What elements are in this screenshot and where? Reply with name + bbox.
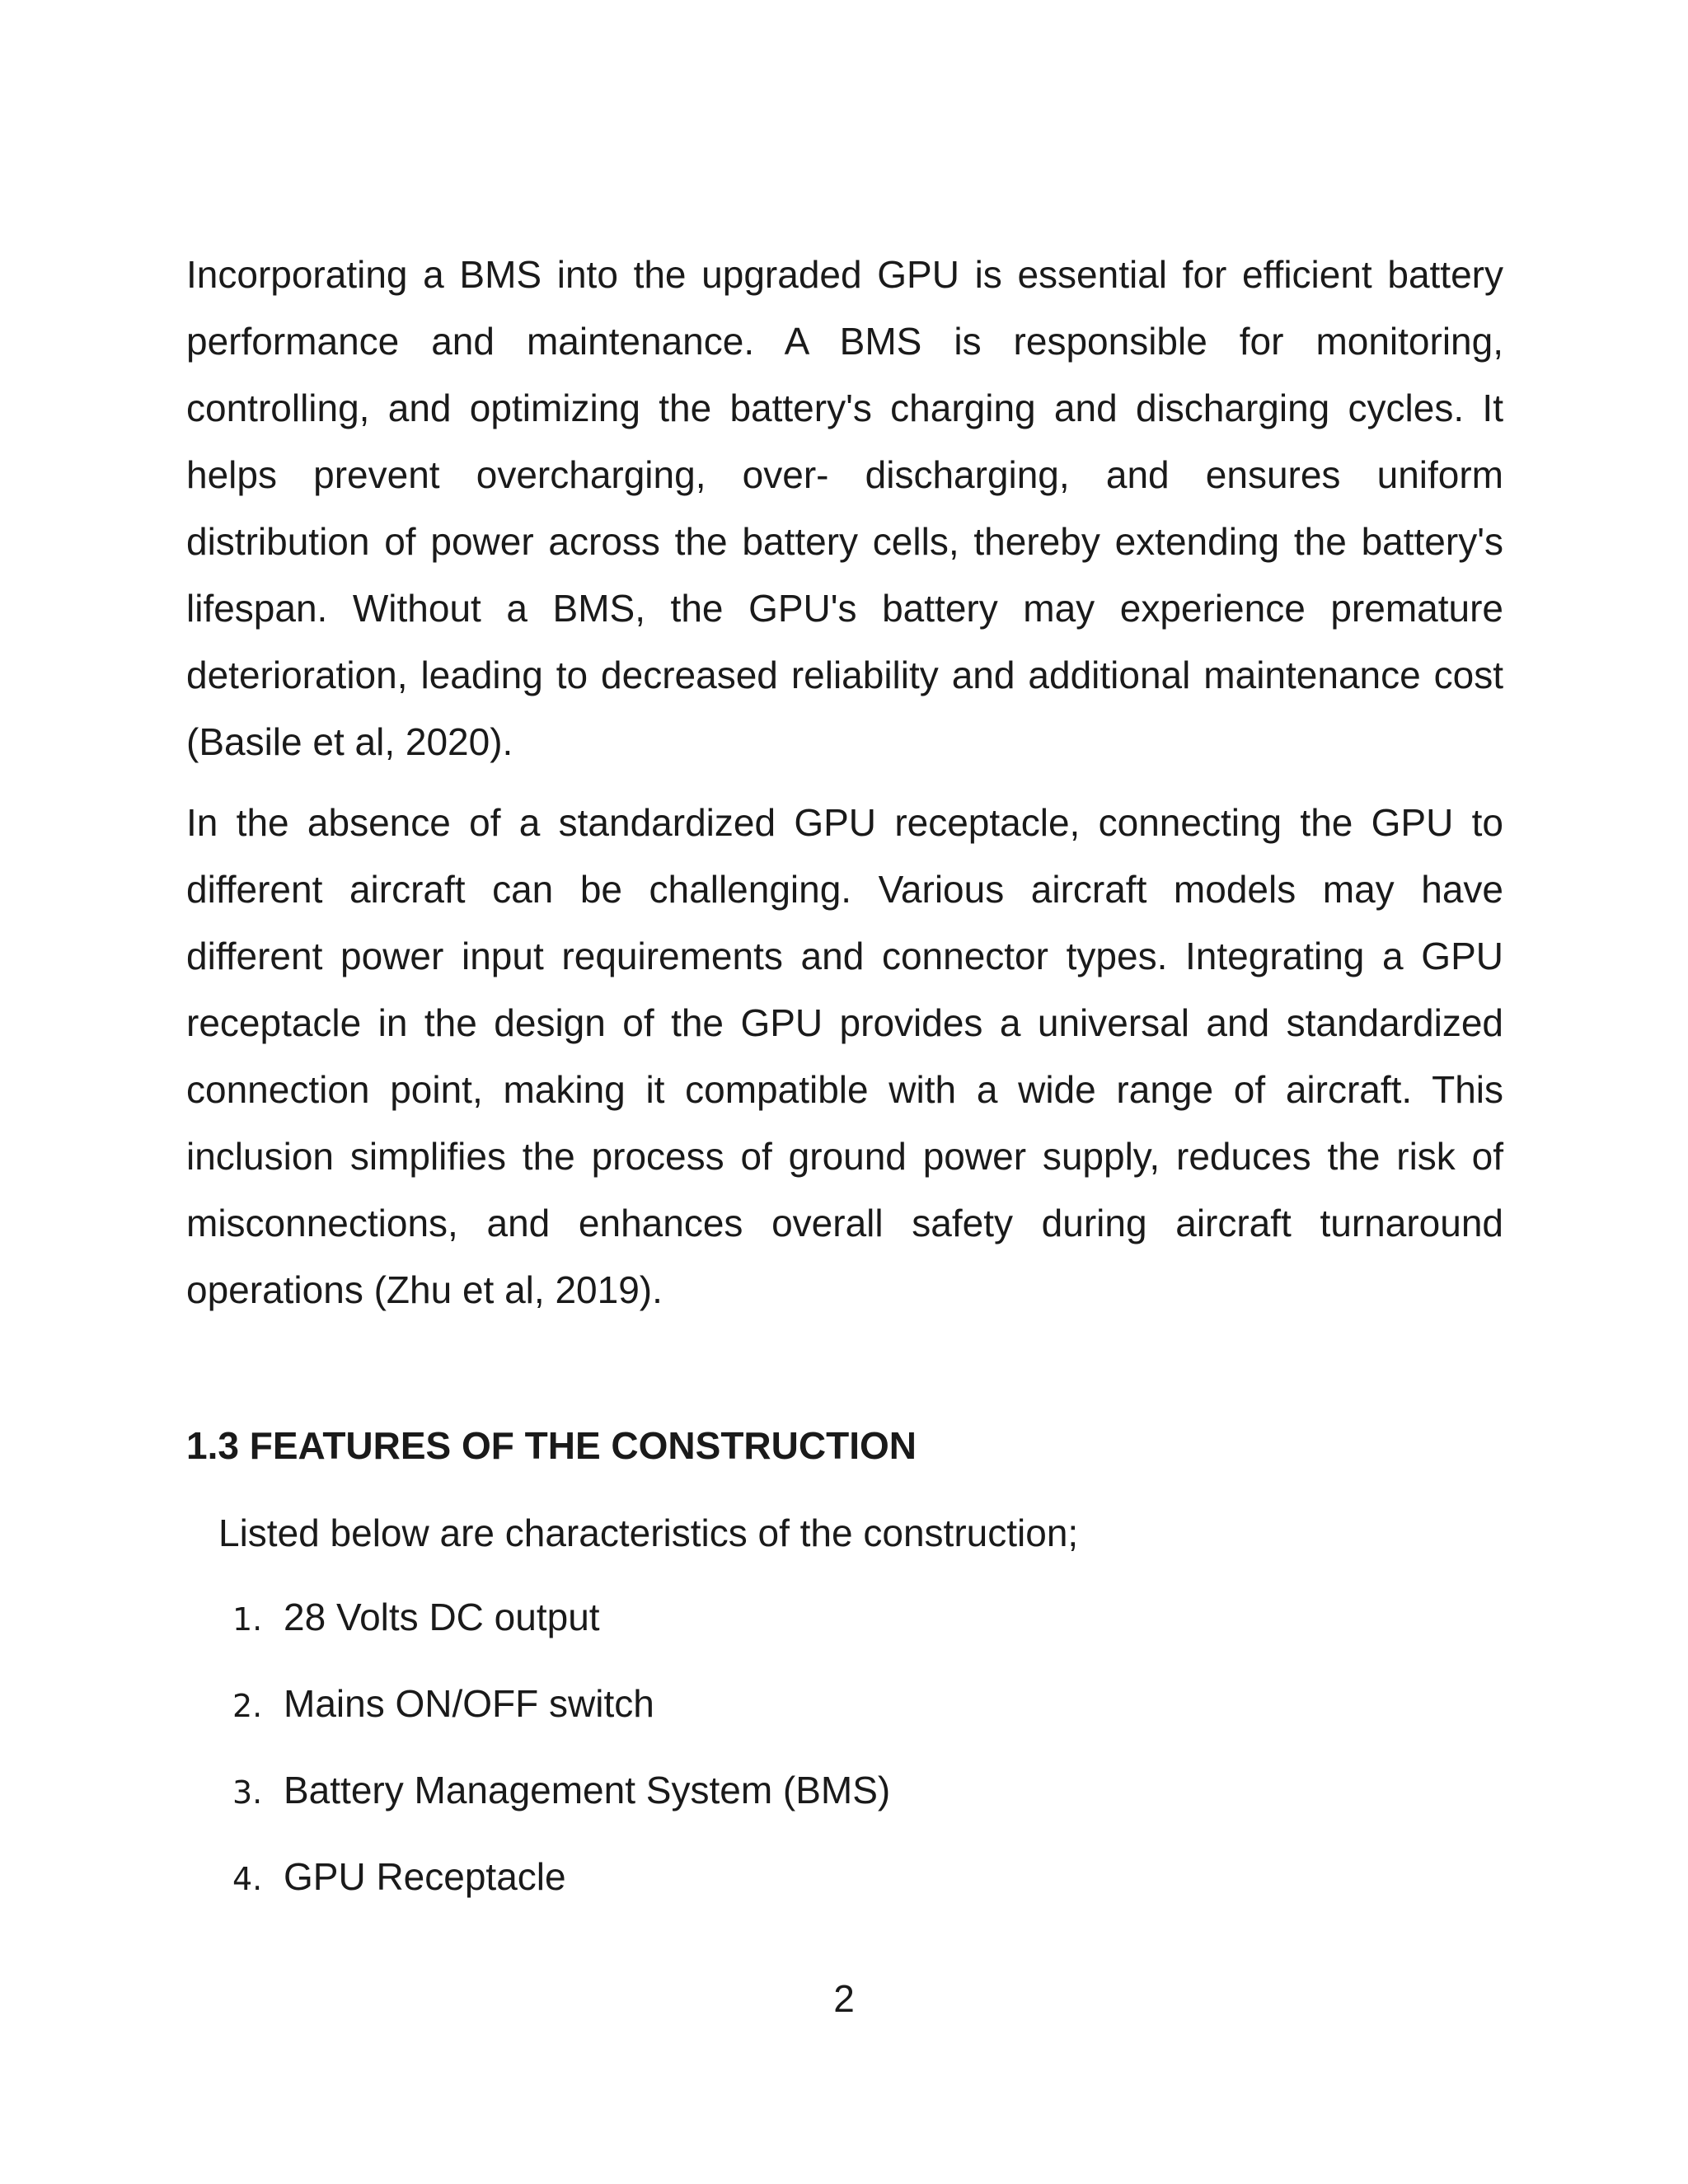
body-paragraph-bms: Incorporating a BMS into the upgraded GPU is essential for efficient battery performance and maintenance. A BMS is responsible for monitoring, controlling, and optimizing the battery's charging and discharging cycles. It helps prevent overcharging, over- discharging, and ensures uniform distribution of power across the battery cells, thereby extending the battery's lifespan. Without a BMS, the GPU's battery may experience premature deterioration, leading to decreased reliability and additional maintenance cost (Basile et al, 2020). [186,253,1503,763]
feature-item [232,1591,890,1677]
body-paragraph-receptacle: In the absence of a standardized GPU receptacle, connecting the GPU to different aircraft can be challenging. Various aircraft models may have different power input requirements and connector types. Integrating a GPU receptacle in the design of the GPU provides a universal and standardized connection point, making it compatible with a wide range of aircraft. This inclusion simplifies the process of ground power supply, reduces the risk of misconnections, and enhances overall safety during aircraft turnaround operations (Zhu et al, 2019). [186,801,1503,1311]
feature-number: 1. [232,1601,263,1638]
feature-text: Battery Management System (BMS) [284,1769,891,1811]
features-intro: Listed below are characteristics of the construction; [218,1511,1079,1554]
feature-item [232,1850,890,1937]
features-list [232,1591,890,1937]
feature-text: 28 Volts DC output [284,1596,600,1638]
feature-number: 2. [232,1688,263,1724]
feature-item [232,1764,890,1850]
feature-number: 4. [232,1861,263,1897]
feature-text: GPU Receptacle [284,1855,566,1898]
feature-item [232,1677,890,1764]
feature-number: 3. [232,1774,263,1811]
page-number: 2 [833,1977,855,2020]
section-heading: 1.3 FEATURES OF THE CONSTRUCTION [186,1424,917,1467]
feature-text: Mains ON/OFF switch [284,1682,654,1725]
